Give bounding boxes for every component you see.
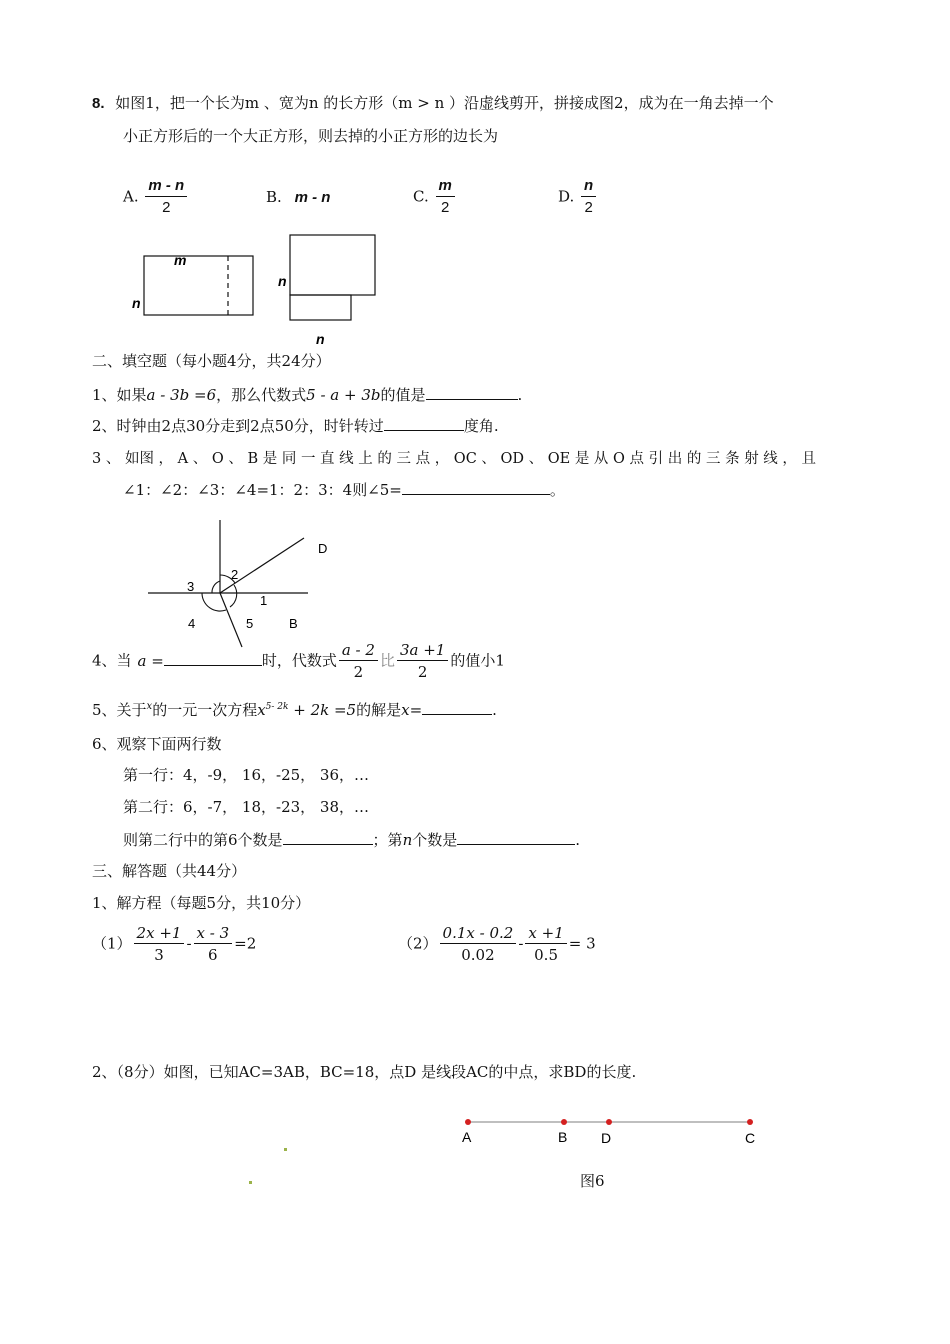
s2-q5-x: x	[146, 701, 153, 712]
eq2-rhs: = 3	[568, 934, 596, 953]
s2-q4-f2-num: 3a +1	[397, 640, 448, 661]
section2-title: 二、填空题（每小题4分，共24分）	[92, 352, 331, 370]
equation-2-label: （2）	[398, 934, 438, 953]
s2-q6-ask-mid: ；第	[372, 831, 403, 849]
eq1-minus: -	[186, 934, 192, 953]
s2-q6-ask	[123, 829, 580, 850]
fig2-big-part	[290, 235, 375, 295]
equation-1	[92, 923, 256, 966]
s2-q1-expr2: 5 - a + 3b	[306, 386, 381, 404]
s2-q5-x2: x=	[401, 701, 423, 719]
label-d: D	[318, 541, 328, 556]
fig2-n-left-label: n	[278, 273, 287, 289]
s2-q5-post: 的解是	[356, 701, 402, 719]
q8-line1	[92, 92, 774, 113]
stray-dot	[284, 1148, 287, 1151]
figure-6-caption: 图6	[580, 1172, 605, 1190]
option-c-denominator: 2	[441, 199, 450, 216]
eq1-f2-den: 6	[208, 946, 218, 964]
label-point-b: B	[558, 1129, 568, 1145]
s2-q4-mid: 时，代数式	[261, 651, 337, 670]
s2-q4-answer-blank[interactable]	[164, 651, 262, 666]
eq2-f1-num: 0.1x - 0.2	[440, 923, 517, 944]
s2-q5-answer-blank[interactable]	[422, 700, 492, 715]
label-point-d: D	[601, 1130, 612, 1146]
s2-q4	[92, 640, 505, 683]
label-angle-5: 5	[246, 616, 254, 631]
s2-q1-end: .	[517, 386, 523, 404]
option-c-numerator: m	[436, 176, 455, 197]
stray-dot	[249, 1181, 252, 1184]
point-d	[606, 1119, 612, 1125]
q8-option-a	[123, 176, 189, 219]
option-d-label: D.	[558, 187, 575, 206]
s2-q4-f2-den: 2	[417, 663, 428, 681]
fig1-m-label: m	[174, 252, 187, 268]
s2-q4-post: 的值小1	[450, 651, 505, 670]
eq2-f2-num: x +1	[525, 923, 566, 944]
s2-q3-answer-blank[interactable]	[402, 480, 550, 495]
s2-q5-exponent: 5- 2k	[265, 702, 289, 712]
eq1-fraction2	[194, 923, 233, 966]
s2-q2	[92, 415, 499, 436]
q8-text-line1: 如图1，把一个长为m 、宽为n 的长方形（m > n ）沿虚线剪开，拼接成图2，成为在一角去掉一个	[115, 94, 774, 112]
s2-q5-expr2: + 2k =5	[288, 701, 357, 719]
eq1-rhs: =2	[234, 934, 257, 953]
label-angle-1: 1	[260, 593, 268, 608]
ray-od	[220, 538, 304, 593]
section3-title: 三、解答题（共44分）	[92, 862, 247, 880]
option-c-label: C.	[413, 187, 429, 206]
eq2-fraction2	[525, 923, 566, 966]
s2-q6-answer-blank-2[interactable]	[457, 830, 575, 845]
s2-q2-answer-blank[interactable]	[384, 416, 464, 431]
s2-q5-mid: 的一元一次方程	[152, 701, 258, 719]
eq2-fraction1	[440, 923, 517, 966]
s2-q1	[92, 384, 522, 405]
arc-angle-3	[212, 581, 220, 593]
fig1-n-label: n	[132, 295, 141, 311]
s2-q4-f1-den: 2	[353, 663, 364, 681]
label-point-c: C	[745, 1130, 756, 1146]
s2-q4-fraction1	[339, 640, 378, 683]
label-b: B	[289, 616, 298, 631]
eq1-f2-num: x - 3	[194, 923, 233, 944]
ray-oe	[220, 593, 242, 647]
s2-q6-ask-mid2: 个数是	[412, 831, 458, 849]
s2-q4-pre: 4、当	[92, 651, 132, 670]
s2-q6-row1: 第一行：4，-9， 16，-25， 36，…	[123, 766, 370, 784]
s2-q4-bi: 比	[379, 651, 395, 670]
q8-number: 8.	[92, 95, 105, 112]
option-b-label: B.	[266, 188, 282, 206]
eq1-f1-num: 2x +1	[134, 923, 185, 944]
q8-figures	[120, 228, 390, 350]
option-d-fraction	[581, 176, 596, 219]
s2-q6-ask-pre: 则第二行中的第6个数是	[123, 831, 283, 849]
s2-q6-n: n	[402, 831, 413, 849]
figure-6-segment	[450, 1110, 770, 1160]
s2-q1-mid: ，那么代数式	[216, 386, 307, 404]
s2-q6-end: .	[575, 831, 581, 849]
fig1-rectangle	[144, 256, 253, 315]
q8-option-c	[413, 176, 457, 219]
q8-option-d	[558, 176, 598, 219]
s2-q4-f1-num: a - 2	[339, 640, 378, 661]
s3-q1-title: 1、解方程（每题5分，共10分）	[92, 894, 311, 912]
option-a-numerator: m - n	[145, 176, 187, 197]
s2-q1-post: 的值是	[380, 386, 426, 404]
fig2-small-part	[290, 295, 351, 320]
s2-q6-title: 6、观察下面两行数	[92, 735, 222, 753]
point-a	[465, 1119, 471, 1125]
arc-angle-1	[230, 585, 237, 607]
option-d-numerator: n	[581, 176, 596, 197]
point-b	[561, 1119, 567, 1125]
option-a-denominator: 2	[162, 199, 171, 216]
q8-option-b	[266, 188, 330, 206]
s3-q2-text: 2、（8分）如图，已知AC=3AB，BC=18，点D 是线段AC的中点，求BD的长度.	[92, 1063, 637, 1081]
label-angle-4: 4	[188, 616, 196, 631]
s2-q5-pre: 5、关于	[92, 701, 147, 719]
s2-q3-line2-post: 。	[549, 481, 565, 499]
s2-q6-answer-blank-1[interactable]	[283, 830, 373, 845]
s2-q3-line2-pre: ∠1：∠2：∠3：∠4=1：2：3：4则∠5=	[123, 481, 402, 499]
option-d-denominator: 2	[584, 199, 593, 216]
point-c	[747, 1119, 753, 1125]
angle-figure	[140, 515, 340, 650]
label-angle-3: 3	[187, 579, 195, 594]
s2-q2-pre: 2、时钟由2点30分走到2点50分，时针转过	[92, 417, 384, 435]
label-angle-2: 2	[231, 567, 239, 582]
arc-angle-4	[202, 593, 226, 611]
eq2-minus: -	[518, 934, 524, 953]
s2-q1-answer-blank[interactable]	[426, 385, 518, 400]
option-c-fraction	[436, 176, 455, 219]
eq2-f2-den: 0.5	[534, 946, 558, 964]
q8-text-line2: 小正方形后的一个大正方形，则去掉的小正方形的边长为	[123, 127, 499, 145]
s2-q5-expr: x	[257, 701, 266, 719]
s2-q1-pre: 1、如果	[92, 386, 147, 404]
s2-q4-var: a =	[137, 651, 164, 670]
eq1-fraction1	[134, 923, 185, 966]
s2-q3-line2	[123, 479, 565, 500]
s2-q6-row2: 第二行：6，-7， 18，-23， 38，…	[123, 798, 370, 816]
equation-2	[398, 923, 596, 966]
s2-q2-post: 度角.	[463, 417, 499, 435]
option-a-label: A.	[123, 187, 139, 206]
s2-q1-expr: a - 3b =6	[146, 386, 217, 404]
s2-q3-line1: 3 、 如图 ， A 、 O 、 B 是 同 一 直 线 上 的 三 点 ， OC 、 OD 、 OE 是 从 O 点 引 出 的 三 条 射 线 ， 且	[92, 451, 817, 467]
option-b-value: m - n	[294, 189, 331, 206]
fig2-n-bottom-label: n	[316, 331, 325, 347]
s2-q5	[92, 699, 497, 720]
eq1-f1-den: 3	[154, 946, 164, 964]
option-a-fraction	[145, 176, 187, 219]
equation-1-label: （1）	[92, 934, 132, 953]
eq2-f1-den: 0.02	[461, 946, 495, 964]
s2-q4-fraction2	[397, 640, 448, 683]
label-point-a: A	[462, 1129, 472, 1145]
s2-q5-end: .	[492, 701, 497, 719]
